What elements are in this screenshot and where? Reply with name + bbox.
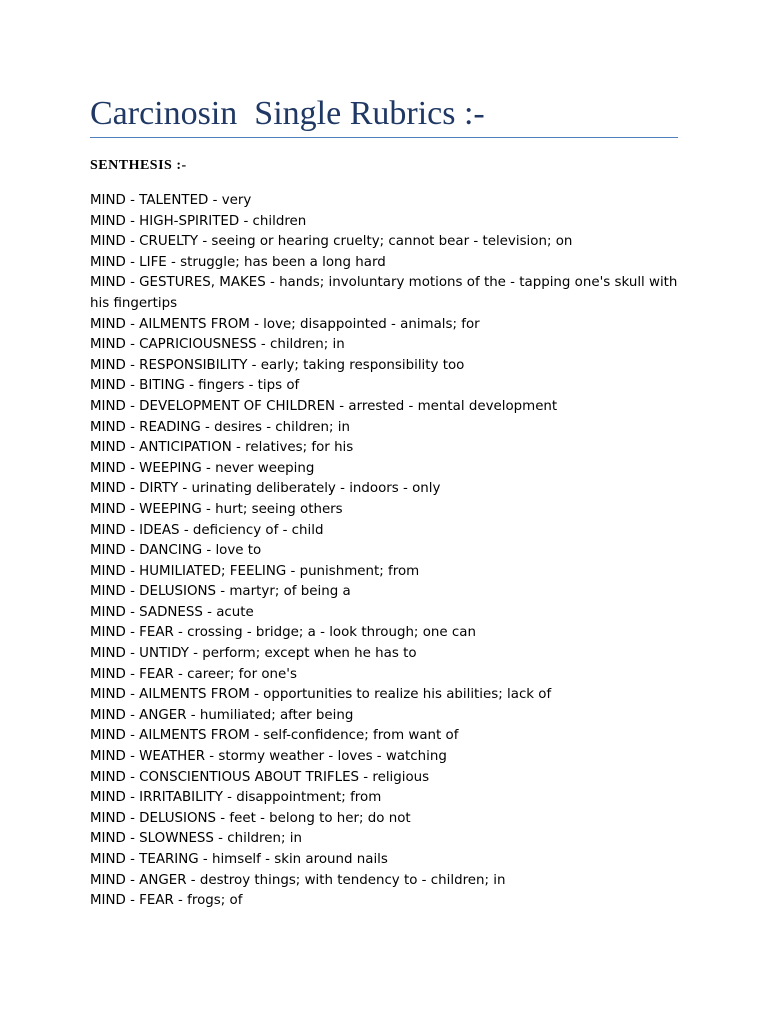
rubric-item: MIND - HIGH-SPIRITED - children <box>90 213 307 229</box>
rubric-item: MIND - ANGER - humiliated; after being <box>90 707 354 723</box>
rubric-item: MIND - UNTIDY - perform; except when he has to <box>90 646 417 662</box>
rubric-item: MIND - TEARING - himself - skin around nails <box>90 852 388 867</box>
rubric-item: MIND - HUMILIATED; FEELING - punishment; from <box>90 563 420 579</box>
section-heading: SENTHESIS :- <box>90 158 187 173</box>
rubric-item: MIND - DEVELOPMENT OF CHILDREN - arrested - mental development <box>90 398 558 414</box>
rubric-item: MIND - TALENTED - very <box>90 193 252 208</box>
rubric-item: MIND - READING - desires - children; in <box>90 419 351 435</box>
rubric-item: MIND - IRRITABILITY - disappointment; from <box>90 790 382 806</box>
rubric-item: MIND - DELUSIONS - feet - belong to her; do not <box>90 810 411 826</box>
rubric-item: MIND - CONSCIENTIOUS ABOUT TRIFLES - religious <box>90 769 430 785</box>
rubric-item: MIND - AILMENTS FROM - opportunities to realize his abilities; lack of <box>90 687 552 703</box>
rubric-item: MIND - DANCING - love to <box>90 543 262 559</box>
rubric-item: MIND - FEAR - career; for one's <box>90 666 297 682</box>
rubric-item: MIND - ANTICIPATION - relatives; for his <box>90 440 354 456</box>
rubric-item: MIND - FEAR - frogs; of <box>90 893 243 909</box>
rubric-item: MIND - RESPONSIBILITY - early; taking responsibility too <box>90 357 465 373</box>
rubric-item: MIND - GESTURES, MAKES - hands; involuntary motions of the - tapping one's skull with his fingertips <box>90 275 678 311</box>
rubric-item: MIND - WEEPING - hurt; seeing others <box>90 501 343 517</box>
rubric-item: MIND - AILMENTS FROM - self-confidence; from want of <box>90 728 459 744</box>
rubric-item: MIND - WEATHER - stormy weather - loves - watching <box>90 749 447 765</box>
rubric-item: MIND - AILMENTS FROM - love; disappointed - animals; for <box>90 316 480 332</box>
rubric-item: MIND - SADNESS - acute <box>90 604 254 620</box>
rubric-item: MIND - LIFE - struggle; has been a long hard <box>90 254 386 270</box>
rubric-list <box>90 191 680 912</box>
rubric-item: MIND - CRUELTY - seeing or hearing cruelty; cannot bear - television; on <box>90 234 573 250</box>
rubric-item: MIND - IDEAS - deficiency of - child <box>90 522 324 538</box>
rubric-item: MIND - FEAR - crossing - bridge; a - look through; one can <box>90 625 476 641</box>
rubric-item: MIND - ANGER - destroy things; with tendency to - children; in <box>90 872 506 888</box>
rubric-item: MIND - CAPRICIOUSNESS - children; in <box>90 337 345 353</box>
rubric-item: MIND - DELUSIONS - martyr; of being a <box>90 584 351 600</box>
rubric-item: MIND - DIRTY - urinating deliberately - indoors - only <box>90 481 441 497</box>
rubric-item: MIND - BITING - fingers - tips of <box>90 378 300 394</box>
page-title: Carcinosin Single Rubrics :- <box>90 95 485 132</box>
rubric-item: MIND - WEEPING - never weeping <box>90 460 315 476</box>
title-underline-divider <box>90 137 678 138</box>
rubric-item: MIND - SLOWNESS - children; in <box>90 831 302 847</box>
